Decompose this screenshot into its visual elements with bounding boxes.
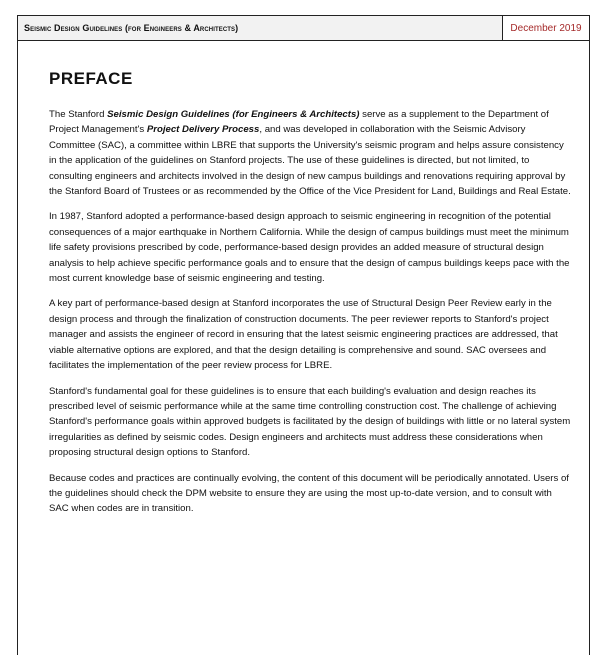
- paragraph-intro-text-c: serve as a supplement to the Department of Project Management's: [49, 109, 549, 136]
- process-title-emphasis: Project Delivery Process: [146, 124, 260, 136]
- document-page: [17, 15, 590, 655]
- paragraph-intro-text-e: , and was developed in collaboration with the Seismic Advisory Committee (SAC), a committee within LBRE that supports the University's seismic program and helps assure consistency in the application of the guidelines on Stanford projects. The use of these guidelines is directed, but not limited, to consulting engineers and architects involved in the design of new campus buildings and renovations requiring approval by the Stanford Board of Trustees or as recommended by the Office of the Vice President for Land, Buildings and Real Estate.: [49, 124, 571, 198]
- paragraph-peer-review: A key part of performance-based design at Stanford incorporates the use of Structural Design Peer Review early in the design process and through the finalization of construction documents. The peer reviewer reports to Stanford's project manager and assists the engineer of record in ensuring that the latest seismic engineering practices are addressed, that viable alternative options are explored, and that the design detailing is comprehensive and sound. SAC oversees and facilitates the implementation of the peer review process for LBRE.: [49, 298, 558, 372]
- paragraph-intro-text-a: The Stanford: [49, 109, 108, 120]
- paragraph-goals: Stanford's fundamental goal for these guidelines is to ensure that each building's evaluation and design reaches its prescribed level of seismic performance while at the same time controlling construction cost. The challenge of achieving Stanford's performance goals within approved budgets is facilitated by the design of buildings with little or no lateral system irregularities as defined by seismic codes. Design engineers and architects must address these considerations when proposing structural design options to Stanford.: [49, 385, 571, 459]
- paragraph-updates: Because codes and practices are continually evolving, the content of this document will be periodically annotated. Users of the guidelines should check the DPM website to ensure they are using the most up-to-date version, and to consult with SAC when codes are in transition.: [49, 472, 569, 515]
- paragraph-intro: [49, 107, 573, 199]
- document-title: Seismic Design Guidelines (for Engineers & Architects): [24, 23, 239, 33]
- paragraph-history: In 1987, Stanford adopted a performance-based design approach to seismic engineering in recognition of the potential consequences of a major earthquake in Northern California. While the design of campus buildings must meet the minimum life safety provisions prescribed by code, performance-based design provides an added measure of structural design analysis to help achieve specific performance goals and to ensure that the design of campus buildings keeps pace with the most current knowledge base of seismic engineering and testing.: [49, 211, 570, 285]
- section-title: PREFACE: [49, 69, 133, 88]
- page-content: [18, 41, 589, 517]
- guidelines-title-emphasis: Seismic Design Guidelines (for Engineers & Architects): [107, 109, 360, 120]
- page-header: [18, 16, 589, 41]
- document-date: December 2019: [502, 16, 589, 40]
